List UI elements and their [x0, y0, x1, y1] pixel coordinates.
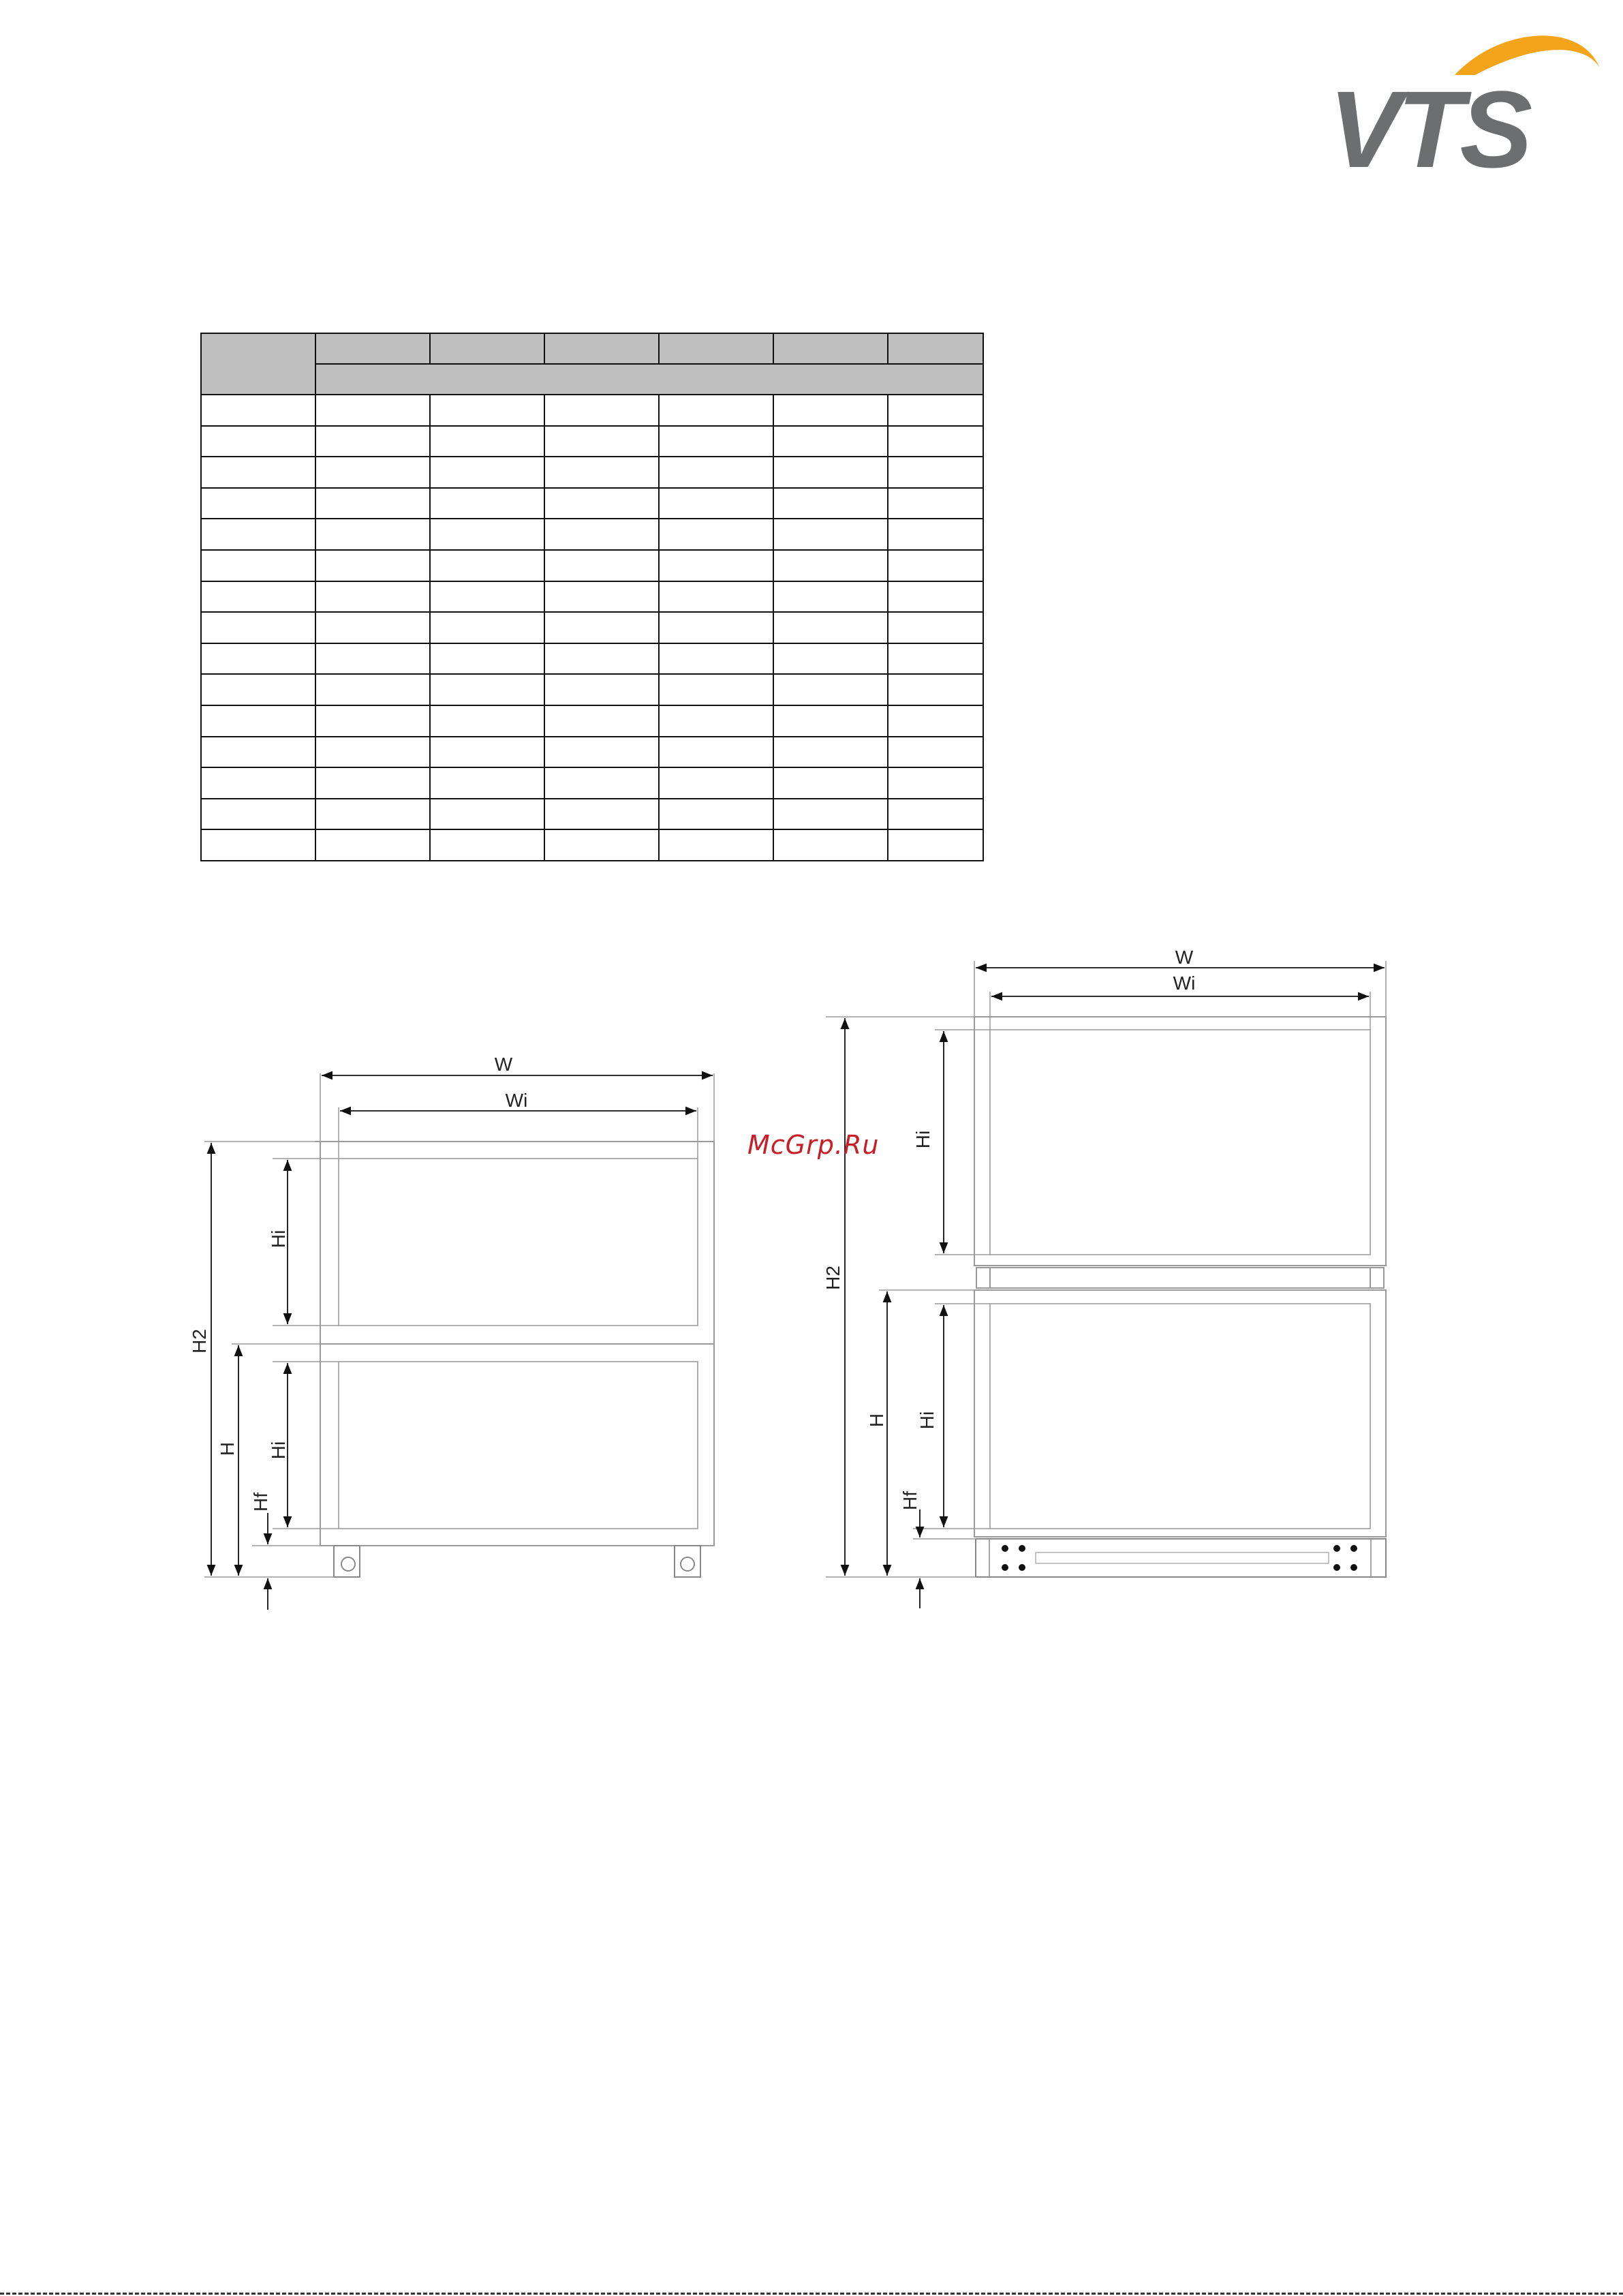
label-wi: Wi — [1173, 973, 1196, 994]
logo-text: VTS — [1329, 68, 1529, 177]
label-h: H — [217, 1441, 238, 1456]
label-hf: Hf — [899, 1491, 921, 1510]
footer-divider — [0, 2293, 1623, 2295]
label-hi-top: Hi — [268, 1229, 289, 1249]
dimension-labels — [189, 1054, 527, 1512]
label-hf: Hf — [250, 1493, 271, 1512]
dimension-lines — [211, 1075, 713, 1610]
label-h2: H2 — [189, 1329, 210, 1353]
drawing-left — [189, 1054, 714, 1610]
extension-lines — [826, 961, 1386, 1577]
label-hi-top: Hi — [912, 1130, 933, 1149]
label-h: H — [866, 1413, 887, 1428]
unit-outline — [315, 1142, 714, 1546]
label-hi-bottom: Hi — [916, 1411, 938, 1430]
unit-feet — [334, 1546, 700, 1577]
watermark: McGrp.Ru — [747, 1130, 880, 1160]
unit-base-frame — [976, 1539, 1386, 1577]
label-wi: Wi — [505, 1090, 528, 1111]
label-w: W — [1175, 947, 1194, 968]
label-w: W — [494, 1054, 513, 1075]
label-hi-bottom: Hi — [268, 1441, 289, 1460]
drawing-right — [822, 947, 1386, 1608]
unit-outline — [974, 1017, 1386, 1537]
label-h2: H2 — [822, 1266, 844, 1290]
dimension-labels — [822, 947, 1195, 1510]
